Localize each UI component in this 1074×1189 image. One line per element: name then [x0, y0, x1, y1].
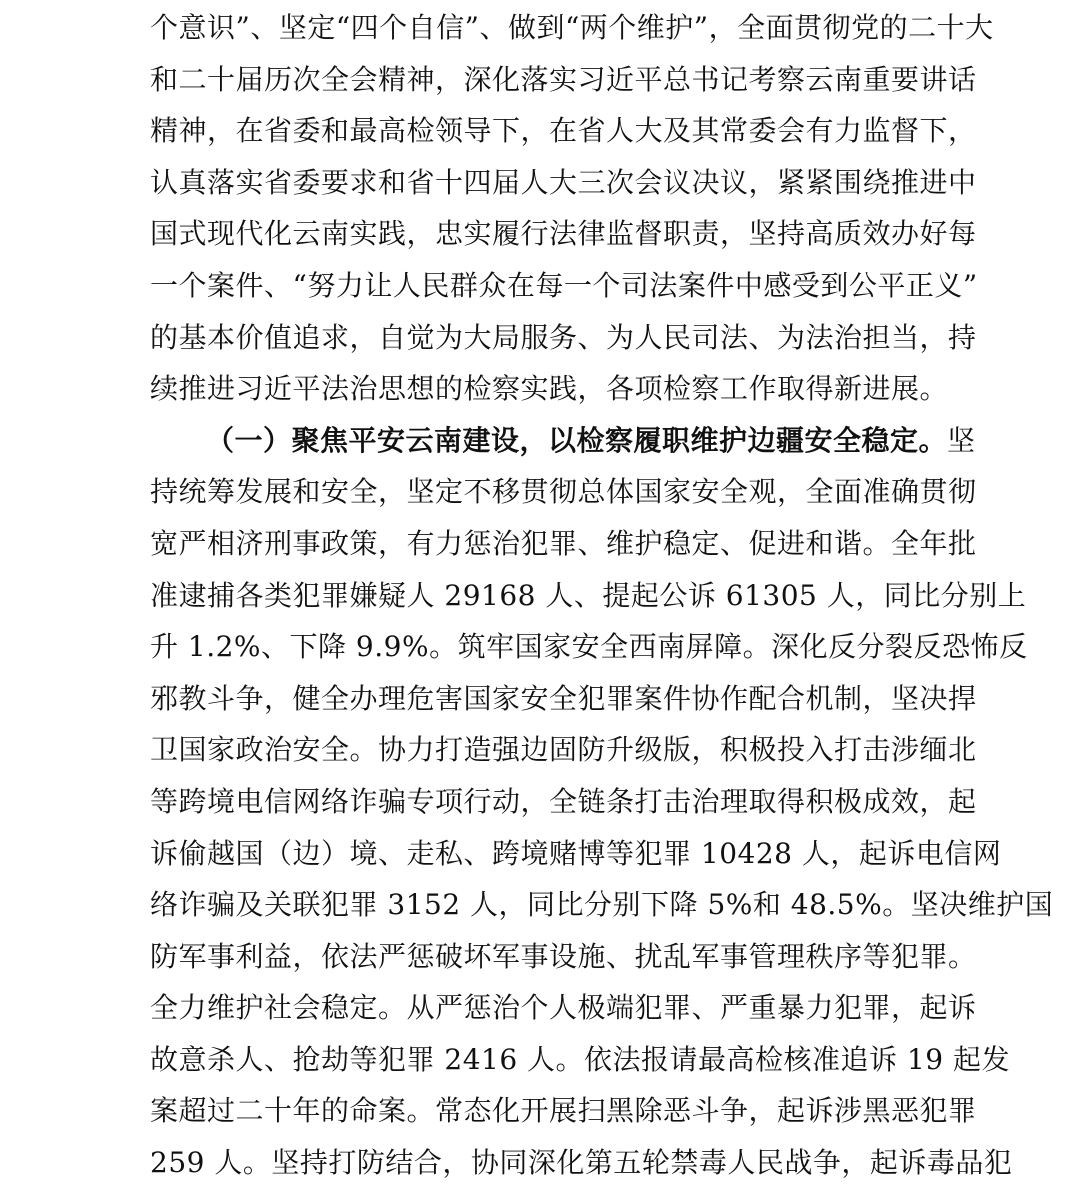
body-line: 案超过二十年的命案。常态化开展扫黑除恶斗争，起诉涉黑恶犯罪 — [150, 1094, 977, 1128]
body-line: 故意杀人、抢劫等犯罪 2416 人。依法报请最高检核准追诉 19 起发 — [150, 1042, 1010, 1076]
section-heading-line — [150, 415, 976, 467]
body-line: 防军事利益，依法严惩破坏军事设施、扰乱军事管理秩序等犯罪。 — [150, 939, 977, 973]
body-line: 升 1.2%、下降 9.9%。筑牢国家安全西南屏障。深化反分裂反恐怖反 — [150, 630, 1028, 664]
section-heading-tail: 坚 — [947, 423, 976, 457]
body-line: 持统筹发展和安全，坚定不移贯彻总体国家安全观，全面准确贯彻 — [150, 475, 977, 509]
body-line: 国式现代化云南实践，忠实履行法律监督职责，坚持高质效办好每 — [150, 217, 977, 251]
body-line: 续推进习近平法治思想的检察实践，各项检察工作取得新进展。 — [150, 372, 949, 406]
body-line: 准逮捕各类犯罪嫌疑人 29168 人、提起公诉 61305 人，同比分别上 — [150, 578, 1027, 612]
body-line: 和二十届历次全会精神，深化落实习近平总书记考察云南重要讲话 — [150, 62, 977, 96]
body-line: 邪教斗争，健全办理危害国家安全犯罪案件协作配合机制，坚决捍 — [150, 681, 977, 715]
body-line: 一个案件、“努力让人民群众在每一个司法案件中感受到公平正义” — [150, 268, 978, 302]
body-line: 精神，在省委和最高检领导下，在省人大及其常委会有力监督下， — [150, 114, 977, 148]
body-line: 诉偷越国（边）境、走私、跨境赌博等犯罪 10428 人，起诉电信网 — [150, 836, 1002, 870]
body-line: 认真落实省委要求和省十四届人大三次会议决议，紧紧围绕推进中 — [150, 165, 977, 199]
body-line: 络诈骗及关联犯罪 3152 人，同比分别下降 5%和 48.5%。坚决维护国 — [150, 888, 1054, 922]
document-body — [150, 2, 1054, 1189]
body-line: 宽严相济刑事政策，有力惩治犯罪、维护稳定、促进和谐。全年批 — [150, 526, 977, 560]
body-line: 卫国家政治安全。协力打造强边固防升级版，积极投入打击涉缅北 — [150, 733, 977, 767]
body-line: 的基本价值追求，自觉为大局服务、为人民司法、为法治担当，持 — [150, 320, 977, 354]
body-line: 259 人。坚持打防结合，协同深化第五轮禁毒人民战争，起诉毒品犯 — [150, 1146, 1013, 1180]
section-heading: （一）聚焦平安云南建设，以检察履职维护边疆安全稳定。 — [206, 423, 948, 457]
body-line: 全力维护社会稳定。从严惩治个人极端犯罪、严重暴力犯罪，起诉 — [150, 991, 977, 1025]
body-line: 个意识”、坚定“四个自信”、做到“两个维护”，全面贯彻党的二十大 — [150, 11, 994, 44]
body-line: 等跨境电信网络诈骗专项行动，全链条打击治理取得积极成效，起 — [150, 784, 977, 818]
